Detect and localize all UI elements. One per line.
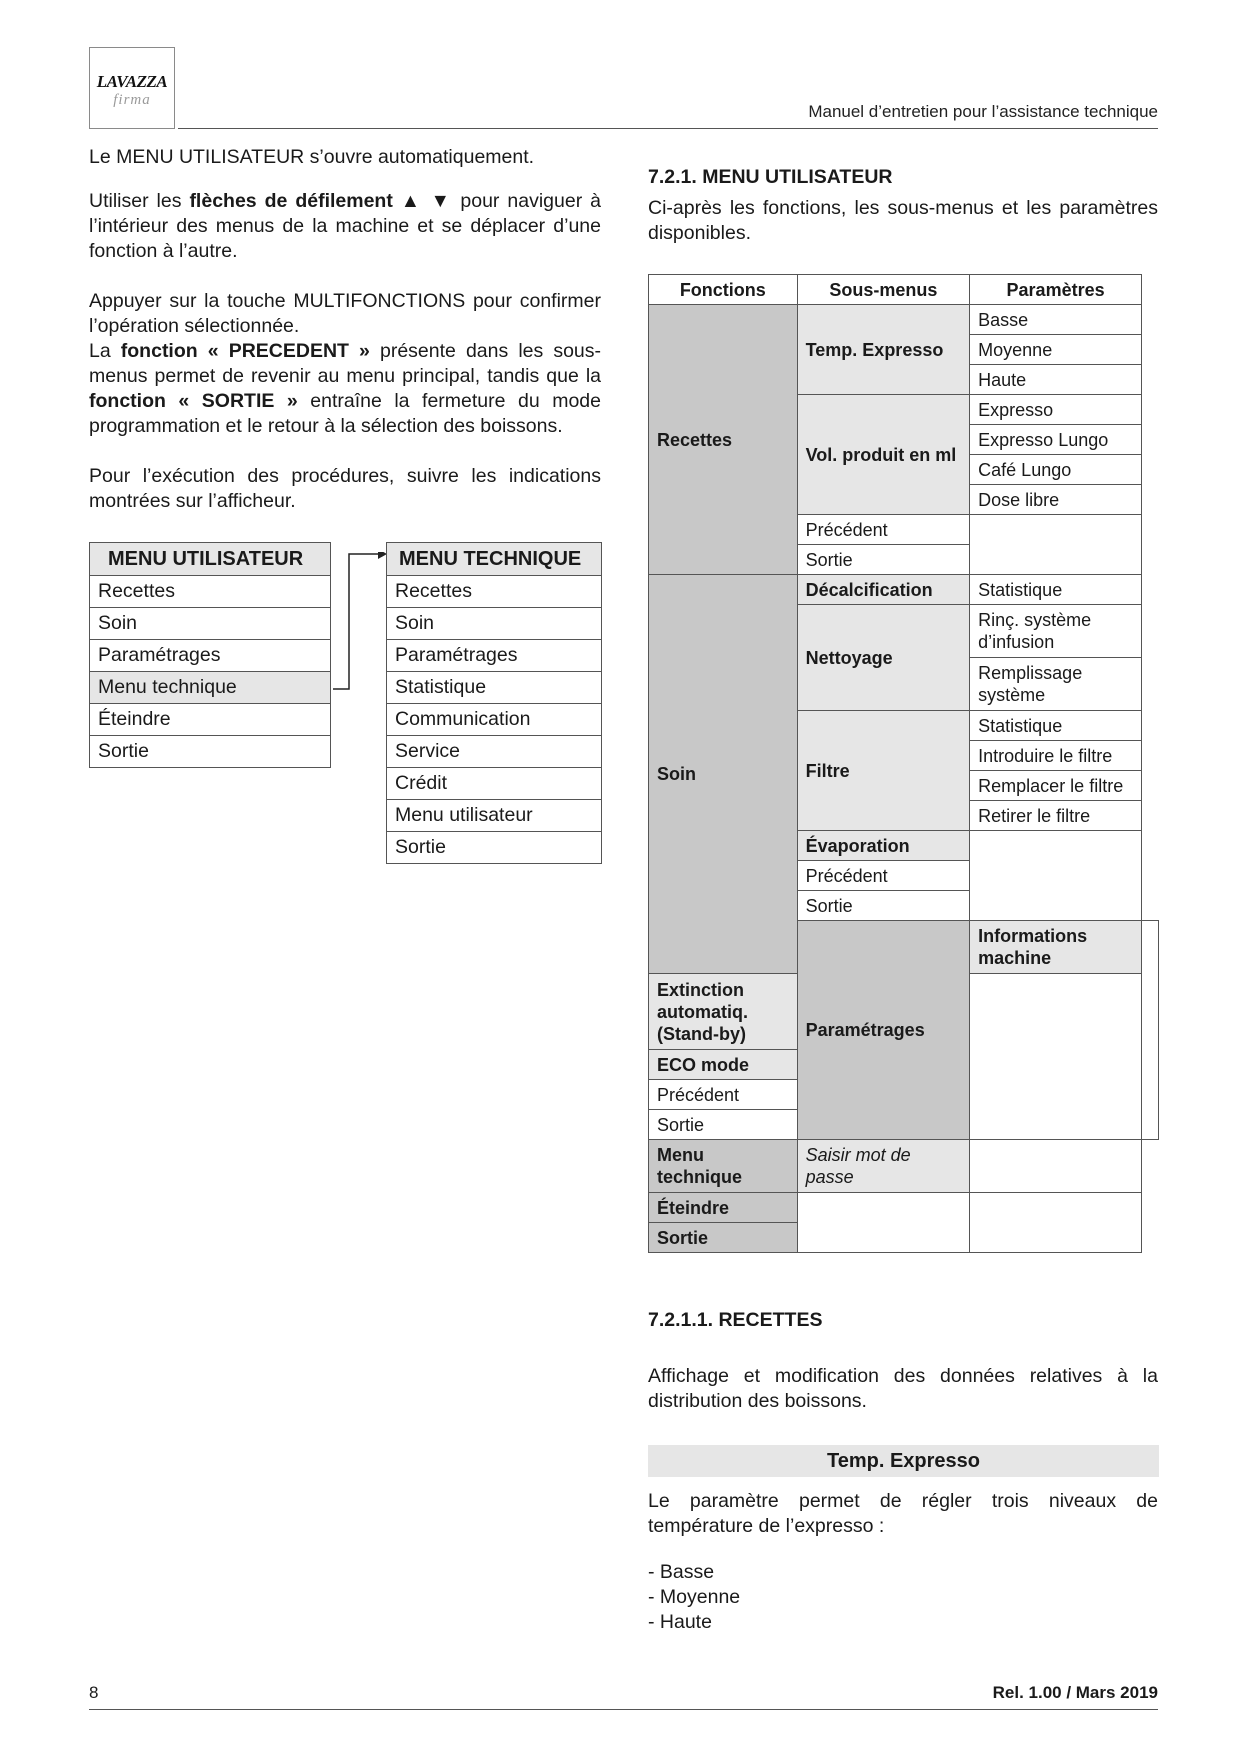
submenu-password: Saisir mot de passe xyxy=(797,1140,970,1193)
logo-subtitle: firma xyxy=(113,92,151,108)
release-info: Rel. 1.00 / Mars 2019 xyxy=(992,1683,1158,1702)
function-eteindre: Éteindre xyxy=(649,1193,798,1223)
submenu-sortie: Sortie xyxy=(649,1110,798,1140)
level-item: - Moyenne xyxy=(648,1586,741,1608)
subsection-text: Affichage et modification des données relatives à la distribution des boissons. xyxy=(648,1365,1158,1412)
empty-cell xyxy=(970,831,1142,921)
empty-cell xyxy=(970,1193,1142,1253)
parameter-cell: Basse xyxy=(970,305,1142,335)
text-bold: fonction « SORTIE » xyxy=(89,390,298,412)
empty-cell xyxy=(970,515,1142,575)
parameter-cell: Dose libre xyxy=(970,485,1142,515)
technical-menu-table xyxy=(386,542,602,864)
submenu-temp-expresso: Temp. Expresso xyxy=(797,305,970,395)
submenu-nettoyage: Nettoyage xyxy=(797,605,970,711)
technical-menu-item: Crédit xyxy=(387,768,602,800)
brand-logo xyxy=(89,47,175,129)
text-span: Utiliser les xyxy=(89,190,190,212)
technical-menu-item: Statistique xyxy=(387,672,602,704)
submenu-sortie: Sortie xyxy=(797,545,970,575)
subsection-title: 7.2.1.1. RECETTES xyxy=(648,1309,823,1331)
footer-divider xyxy=(89,1709,1158,1710)
empty-cell xyxy=(970,1140,1142,1193)
function-recettes: Recettes xyxy=(649,305,798,575)
user-menu-item: Sortie xyxy=(90,736,331,768)
procedure-paragraph: Pour l’exécution des procédures, suivre les indications montrées sur l’afficheur. xyxy=(89,465,601,512)
navigation-paragraph xyxy=(89,189,601,264)
user-menu-item: Éteindre xyxy=(90,704,331,736)
text-span: entraîne la fermeture du mode programmation et le retour à la sélection des boissons. xyxy=(89,390,601,437)
confirm-paragraph: Appuyer sur la touche MULTIFONCTIONS pour confirmer l’opération sélectionnée. xyxy=(89,290,601,337)
parameter-cell: Café Lungo xyxy=(970,455,1142,485)
submenu-sortie: Sortie xyxy=(797,891,970,921)
parameter-cell: Statistique xyxy=(970,575,1142,605)
section-intro: Ci-après les fonctions, les sous-menus et les paramètres disponibles. xyxy=(648,197,1158,244)
functions-paragraph xyxy=(89,339,601,439)
empty-cell xyxy=(797,1193,970,1253)
technical-menu-item: Service xyxy=(387,736,602,768)
function-parametrages: Paramétrages xyxy=(797,921,970,1140)
submenu-volume: Vol. produit en ml xyxy=(797,395,970,515)
parameter-cell: Moyenne xyxy=(970,335,1142,365)
submenu-precedent: Précédent xyxy=(649,1080,798,1110)
parameter-cell: Introduire le filtre xyxy=(970,741,1142,771)
submenu-precedent: Précédent xyxy=(797,515,970,545)
technical-menu-item: Paramétrages xyxy=(387,640,602,672)
section-title: 7.2.1. MENU UTILISATEUR xyxy=(648,166,893,188)
parameter-cell: Haute xyxy=(970,365,1142,395)
technical-menu-item: Recettes xyxy=(387,576,602,608)
parameter-cell: Remplacer le filtre xyxy=(970,771,1142,801)
col-header-functions: Fonctions xyxy=(649,275,798,305)
menu-link-arrow xyxy=(331,552,389,692)
user-menu-item: Soin xyxy=(90,608,331,640)
temp-expresso-bar: Temp. Expresso xyxy=(648,1445,1159,1477)
col-header-submenus: Sous-menus xyxy=(797,275,970,305)
technical-menu-item: Communication xyxy=(387,704,602,736)
functions-table xyxy=(648,274,1159,1253)
technical-menu-item: Sortie xyxy=(387,832,602,864)
submenu-precedent: Précédent xyxy=(797,861,970,891)
parameter-description: Le paramètre permet de régler trois niveaux de température de l’expresso : xyxy=(648,1490,1158,1537)
level-item: - Basse xyxy=(648,1561,715,1583)
user-menu-item: Recettes xyxy=(90,576,331,608)
submenu-informations: Informations machine xyxy=(970,921,1142,974)
parameter-cell: Expresso Lungo xyxy=(970,425,1142,455)
header-divider xyxy=(178,128,1158,129)
submenu-extinction: Extinction automatiq. (Stand-by) xyxy=(649,974,798,1050)
submenu-filtre: Filtre xyxy=(797,711,970,831)
text-span: pour naviguer à l’intérieur des menus de la machine et se déplacer d’une fonction à l’autre. xyxy=(89,190,601,262)
parameter-cell: Statistique xyxy=(970,711,1142,741)
parameter-cell: Remplissage système xyxy=(970,658,1142,711)
function-sortie: Sortie xyxy=(649,1223,798,1253)
page-number: 8 xyxy=(89,1683,99,1702)
user-menu-item: Paramétrages xyxy=(90,640,331,672)
empty-cell xyxy=(1142,921,1159,1140)
text-span: présente dans les sous-menus permet de revenir au menu principal, tandis que la xyxy=(89,340,602,387)
function-menu-technique: Menu technique xyxy=(649,1140,798,1193)
parameter-cell: Rinç. système d’infusion xyxy=(970,605,1142,658)
col-header-parameters: Paramètres xyxy=(970,275,1142,305)
parameter-cell: Retirer le filtre xyxy=(970,801,1142,831)
submenu-eco-mode: ECO mode xyxy=(649,1050,798,1080)
text-bold: fonction « PRECEDENT » xyxy=(120,340,370,362)
technical-menu-item: Menu utilisateur xyxy=(387,800,602,832)
technical-menu-item: Soin xyxy=(387,608,602,640)
level-item: - Haute xyxy=(648,1611,712,1633)
header-title: Manuel d’entretien pour l’assistance technique xyxy=(808,102,1158,121)
technical-menu-title: MENU TECHNIQUE xyxy=(387,543,602,576)
user-menu-item-highlighted: Menu technique xyxy=(90,672,331,704)
intro-paragraph: Le MENU UTILISATEUR s’ouvre automatiquement. xyxy=(89,146,535,168)
parameter-cell: Expresso xyxy=(970,395,1142,425)
submenu-evaporation: Évaporation xyxy=(797,831,970,861)
submenu-decalcification: Décalcification xyxy=(797,575,970,605)
text-span: La xyxy=(89,340,121,362)
user-menu-title: MENU UTILISATEUR xyxy=(90,543,331,576)
user-menu-table xyxy=(89,542,331,768)
text-bold: flèches de défilement ▲ ▼ xyxy=(189,190,453,212)
logo-wordmark: LAVAZZA xyxy=(96,72,168,91)
function-soin: Soin xyxy=(649,575,798,974)
